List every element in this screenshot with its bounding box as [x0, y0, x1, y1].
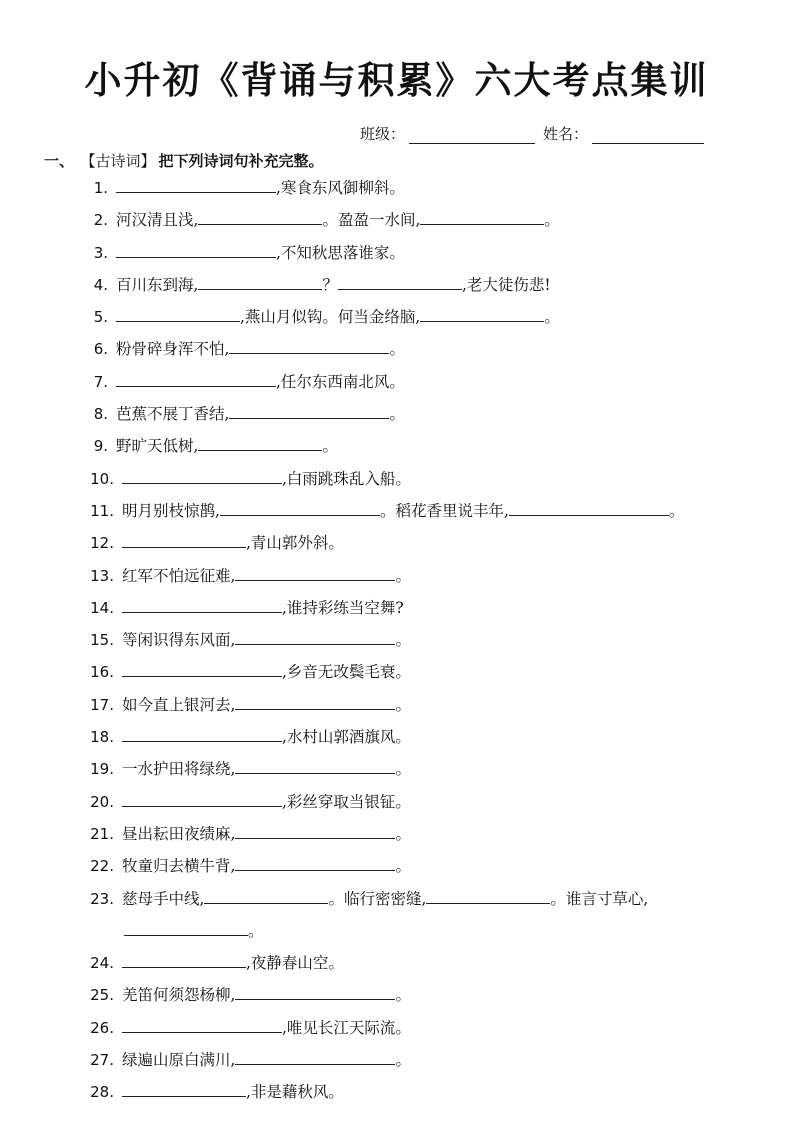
question-text [122, 495, 684, 527]
question-text [122, 656, 411, 688]
answer-blank[interactable] [235, 759, 395, 774]
poem-text: 。盈盈一水间, [322, 211, 421, 230]
question-text [116, 430, 338, 462]
question-item [0, 366, 793, 398]
poem-text: ,任尔东西南北风。 [276, 372, 405, 391]
question-text [116, 204, 560, 236]
answer-blank[interactable] [116, 372, 276, 387]
section-heading [44, 150, 324, 171]
question-item [0, 172, 793, 204]
answer-blank[interactable] [122, 953, 246, 968]
answer-blank[interactable] [122, 662, 282, 677]
answer-blank[interactable] [198, 275, 322, 290]
poem-text: ？ [322, 275, 338, 294]
question-item [0, 398, 793, 430]
poem-text: ,非是藉秋风。 [246, 1083, 344, 1102]
question-number: 4. [93, 275, 108, 294]
question-text [116, 301, 560, 333]
poem-text: 等闲识得东风面, [122, 631, 236, 650]
question-text [116, 366, 405, 398]
question-number: 7. [93, 372, 108, 391]
answer-blank[interactable] [235, 695, 395, 710]
question-item [0, 656, 793, 688]
answer-blank[interactable] [420, 210, 544, 225]
answer-blank[interactable] [220, 501, 380, 516]
question-item [0, 269, 793, 301]
question-item [0, 495, 793, 527]
question-item [0, 430, 793, 462]
poem-text: ,燕山月似钩。何当金络脑, [240, 308, 421, 327]
name-blank[interactable] [592, 129, 704, 144]
question-item [0, 979, 793, 1011]
poem-text: 。 [389, 340, 405, 359]
question-number: 24. [90, 954, 114, 973]
question-text [122, 1076, 344, 1108]
answer-blank[interactable] [116, 243, 276, 258]
poem-text: 。 [248, 921, 264, 940]
answer-blank[interactable] [235, 856, 395, 871]
question-text [122, 721, 411, 753]
question-number: 26. [90, 1018, 114, 1037]
poem-text: 。 [544, 308, 560, 327]
question-number: 6. [93, 340, 108, 359]
poem-text: 。 [395, 1051, 411, 1070]
answer-blank[interactable] [198, 436, 322, 451]
question-number: 5. [93, 308, 108, 327]
answer-blank[interactable] [122, 469, 282, 484]
class-blank[interactable] [409, 129, 535, 144]
student-info [360, 123, 712, 144]
question-number: 14. [90, 598, 114, 617]
question-number: 18. [90, 728, 114, 747]
poem-text: 河汉清且浅, [116, 211, 199, 230]
question-item [0, 915, 793, 947]
poem-text: ,老大徒伤悲! [461, 275, 551, 294]
question-number: 11. [90, 501, 114, 520]
question-text [122, 818, 411, 850]
question-text [124, 915, 264, 947]
question-list [0, 172, 793, 1109]
question-text [122, 689, 411, 721]
question-text [122, 1044, 411, 1076]
question-item [0, 947, 793, 979]
poem-text: 绿遍山原白满川, [122, 1051, 236, 1070]
question-text [122, 592, 404, 624]
question-number: 2. [93, 211, 108, 230]
question-item [0, 527, 793, 559]
question-text [122, 624, 411, 656]
poem-text: 羌笛何须怨杨柳, [122, 986, 236, 1005]
question-item [0, 333, 793, 365]
question-item [0, 689, 793, 721]
question-item [0, 463, 793, 495]
question-text [116, 172, 405, 204]
question-text [122, 947, 344, 979]
poem-text: 百川东到海, [116, 275, 199, 294]
poem-text: 红军不怕远征难, [122, 566, 236, 585]
poem-text: ,水村山郭酒旗风。 [282, 728, 411, 747]
section-number: 一、 [44, 152, 75, 170]
poem-text: 。稻花香里说丰年, [379, 501, 509, 520]
poem-text: 明月别枝惊鹊, [122, 501, 220, 520]
section-tag: 【古诗词】 [88, 152, 156, 170]
question-text [122, 850, 411, 882]
answer-blank[interactable] [235, 566, 395, 581]
poem-text: 。 [395, 857, 411, 876]
question-number: 21. [90, 824, 114, 843]
page-title: 小升初《背诵与积累》六大考点集训 [84, 59, 709, 102]
poem-text: ,彩丝穿取当银钲。 [282, 792, 411, 811]
question-text [122, 1012, 411, 1044]
poem-text: 。 [322, 437, 338, 456]
answer-blank[interactable] [116, 178, 276, 193]
question-number: 1. [93, 179, 108, 197]
poem-text: ,乡音无改鬓毛衰。 [282, 663, 411, 682]
question-item [0, 1012, 793, 1044]
question-number: 10. [90, 469, 114, 488]
question-number: 13. [90, 566, 114, 585]
question-number: 20. [90, 792, 114, 811]
question-item [0, 204, 793, 236]
question-item [0, 624, 793, 656]
question-number: 19. [90, 760, 114, 779]
answer-blank[interactable] [235, 1050, 395, 1065]
poem-text: 一水护田将绿绕, [122, 760, 236, 779]
question-item [0, 818, 793, 850]
question-item [0, 850, 793, 882]
question-item [0, 592, 793, 624]
poem-text: ,青山郭外斜。 [246, 534, 344, 553]
answer-blank[interactable] [122, 727, 282, 742]
question-item [0, 1076, 793, 1108]
poem-text: ,白雨跳珠乱入船。 [282, 469, 411, 488]
poem-text: 如今直上银河去, [122, 695, 236, 714]
question-number: 23. [90, 889, 114, 908]
answer-blank[interactable] [420, 307, 544, 322]
question-text [122, 560, 411, 592]
poem-text: 慈母手中线, [122, 889, 205, 908]
poem-text: 。 [395, 566, 411, 585]
poem-text: 牧童归去横牛背, [122, 857, 236, 876]
question-item [0, 721, 793, 753]
question-item [0, 883, 793, 915]
question-number: 17. [90, 695, 114, 714]
answer-blank[interactable] [229, 339, 389, 354]
poem-text: ,谁持彩练当空舞? [282, 598, 404, 617]
answer-blank[interactable] [338, 275, 462, 290]
question-number: 3. [93, 243, 108, 262]
answer-blank[interactable] [122, 1018, 282, 1033]
question-number: 9. [93, 437, 108, 456]
poem-text: 粉骨碎身浑不怕, [116, 340, 230, 359]
poem-text: 。 [395, 760, 411, 779]
answer-blank[interactable] [198, 210, 322, 225]
section-instruction: 把下列诗词句补充完整。 [158, 152, 324, 170]
poem-text: 。谁言寸草心, [550, 889, 649, 908]
class-label: 班级： [360, 125, 406, 143]
answer-blank[interactable] [235, 985, 395, 1000]
poem-text: 。 [544, 211, 560, 230]
question-item [0, 560, 793, 592]
question-text [122, 753, 411, 785]
answer-blank[interactable] [229, 404, 389, 419]
question-number: 25. [90, 986, 114, 1005]
answer-blank[interactable] [122, 1082, 246, 1097]
answer-blank[interactable] [235, 824, 395, 839]
question-text [122, 883, 648, 915]
answer-blank[interactable] [124, 921, 248, 936]
question-text [116, 398, 405, 430]
question-item [0, 1044, 793, 1076]
question-text [122, 527, 344, 559]
answer-blank[interactable] [122, 598, 282, 613]
question-number: 15. [90, 631, 114, 650]
poem-text: ,唯见长江天际流。 [282, 1018, 411, 1037]
question-item [0, 753, 793, 785]
poem-text: ,寒食东风御柳斜。 [276, 179, 405, 197]
poem-text: 野旷天低树, [116, 437, 199, 456]
question-number: 16. [90, 663, 114, 682]
answer-blank[interactable] [122, 533, 246, 548]
answer-blank[interactable] [122, 792, 282, 807]
question-number: 27. [90, 1051, 114, 1070]
poem-text: 昼出耘田夜绩麻, [122, 824, 236, 843]
question-number: 28. [90, 1083, 114, 1102]
poem-text: 。 [395, 695, 411, 714]
question-item [0, 301, 793, 333]
poem-text: 。 [389, 405, 405, 424]
answer-blank[interactable] [426, 889, 550, 904]
poem-text: 。 [395, 631, 411, 650]
poem-text: 。 [395, 986, 411, 1005]
poem-text: ,不知秋思落谁家。 [276, 243, 405, 262]
question-number: 22. [90, 857, 114, 876]
question-text [116, 269, 551, 301]
poem-text: 。临行密密缝, [328, 889, 427, 908]
answer-blank[interactable] [204, 889, 328, 904]
question-text [122, 463, 411, 495]
poem-text: 。 [668, 501, 685, 520]
question-number: 12. [90, 534, 114, 553]
question-text [116, 237, 405, 269]
poem-text: 。 [395, 824, 411, 843]
question-text [116, 333, 405, 365]
answer-blank[interactable] [116, 307, 240, 322]
answer-blank[interactable] [509, 501, 669, 516]
name-label: 姓名： [543, 125, 589, 143]
question-item [0, 786, 793, 818]
question-number: 8. [93, 405, 108, 424]
question-text [122, 786, 411, 818]
question-text [122, 979, 411, 1011]
answer-blank[interactable] [235, 630, 395, 645]
question-item [0, 237, 793, 269]
poem-text: 芭蕉不展丁香结, [116, 405, 230, 424]
poem-text: ,夜静春山空。 [246, 954, 344, 973]
